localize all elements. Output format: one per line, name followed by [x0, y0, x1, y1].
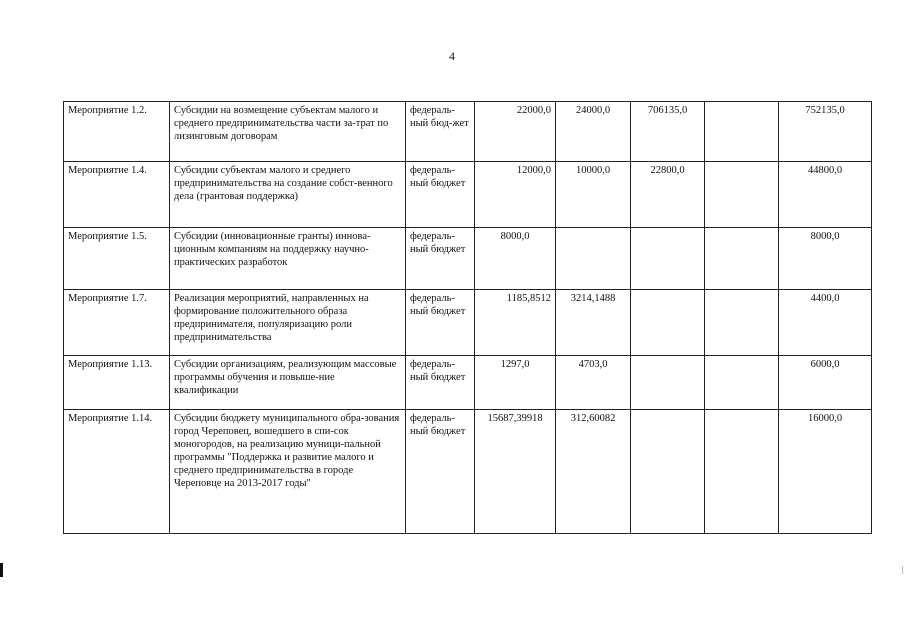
total-cell: 8000,0	[779, 228, 872, 290]
budget-table	[63, 101, 872, 534]
description-cell: Субсидии бюджету муниципального обра-зования город Череповец, вошедшего в спи-сок моногородов, на реализацию муници-пальной программы "Поддержка и развитие малого и среднего предпринимательства в городе Череповце на 2013-2017 годы"	[170, 410, 406, 534]
value-cell: 8000,0	[475, 228, 556, 290]
value-cell	[631, 356, 705, 410]
value-cell: 22800,0	[631, 162, 705, 228]
table-row	[64, 102, 872, 162]
value-cell: 1297,0	[475, 356, 556, 410]
source-cell: федераль-ный бюджет	[406, 290, 475, 356]
source-cell: федераль-ный бюджет	[406, 162, 475, 228]
table-row	[64, 290, 872, 356]
value-cell	[705, 162, 779, 228]
value-cell: 22000,0	[475, 102, 556, 162]
table-row	[64, 162, 872, 228]
value-cell: 706135,0	[631, 102, 705, 162]
source-cell: федераль-ный бюджет	[406, 228, 475, 290]
total-cell: 44800,0	[779, 162, 872, 228]
value-cell	[631, 290, 705, 356]
scan-edge-mark	[0, 563, 3, 577]
value-cell	[631, 410, 705, 534]
value-cell: 312,60082	[556, 410, 631, 534]
description-cell: Субсидии субъектам малого и среднего предпринимательства на создание собст-венного дела (грантовая поддержка)	[170, 162, 406, 228]
description-cell: Субсидии на возмещение субъектам малого и среднего предпринимательства части за-трат по лизинговым договорам	[170, 102, 406, 162]
value-cell: 10000,0	[556, 162, 631, 228]
source-cell: федераль-ный бюджет	[406, 410, 475, 534]
value-cell: 3214,1488	[556, 290, 631, 356]
measure-cell: Мероприятие 1.13.	[64, 356, 170, 410]
value-cell: 4703,0	[556, 356, 631, 410]
scan-edge-mark	[902, 566, 903, 574]
value-cell: 12000,0	[475, 162, 556, 228]
total-cell: 4400,0	[779, 290, 872, 356]
description-cell: Субсидии организациям, реализующим массовые программы обучения и повыше-ние квалификации	[170, 356, 406, 410]
description-cell: Субсидии (инновационные гранты) иннова-ционным компаниям на поддержку научно-практических разработок	[170, 228, 406, 290]
value-cell: 1185,8512	[475, 290, 556, 356]
page-number: 4	[449, 49, 455, 63]
measure-cell: Мероприятие 1.14.	[64, 410, 170, 534]
value-cell	[705, 410, 779, 534]
measure-cell: Мероприятие 1.2.	[64, 102, 170, 162]
value-cell: 15687,39918	[475, 410, 556, 534]
value-cell	[705, 102, 779, 162]
description-cell: Реализация мероприятий, направленных на формирование положительного образа предпринимателя, популяризацию роли предпринимательства	[170, 290, 406, 356]
value-cell: 24000,0	[556, 102, 631, 162]
value-cell	[631, 228, 705, 290]
value-cell	[705, 356, 779, 410]
source-cell: федераль-ный бюд-жет	[406, 102, 475, 162]
table-row	[64, 228, 872, 290]
value-cell	[705, 290, 779, 356]
total-cell: 16000,0	[779, 410, 872, 534]
value-cell	[705, 228, 779, 290]
source-cell: федераль-ный бюджет	[406, 356, 475, 410]
value-cell	[556, 228, 631, 290]
total-cell: 752135,0	[779, 102, 872, 162]
table-row	[64, 410, 872, 534]
measure-cell: Мероприятие 1.7.	[64, 290, 170, 356]
measure-cell: Мероприятие 1.4.	[64, 162, 170, 228]
table-row	[64, 356, 872, 410]
measure-cell: Мероприятие 1.5.	[64, 228, 170, 290]
total-cell: 6000,0	[779, 356, 872, 410]
